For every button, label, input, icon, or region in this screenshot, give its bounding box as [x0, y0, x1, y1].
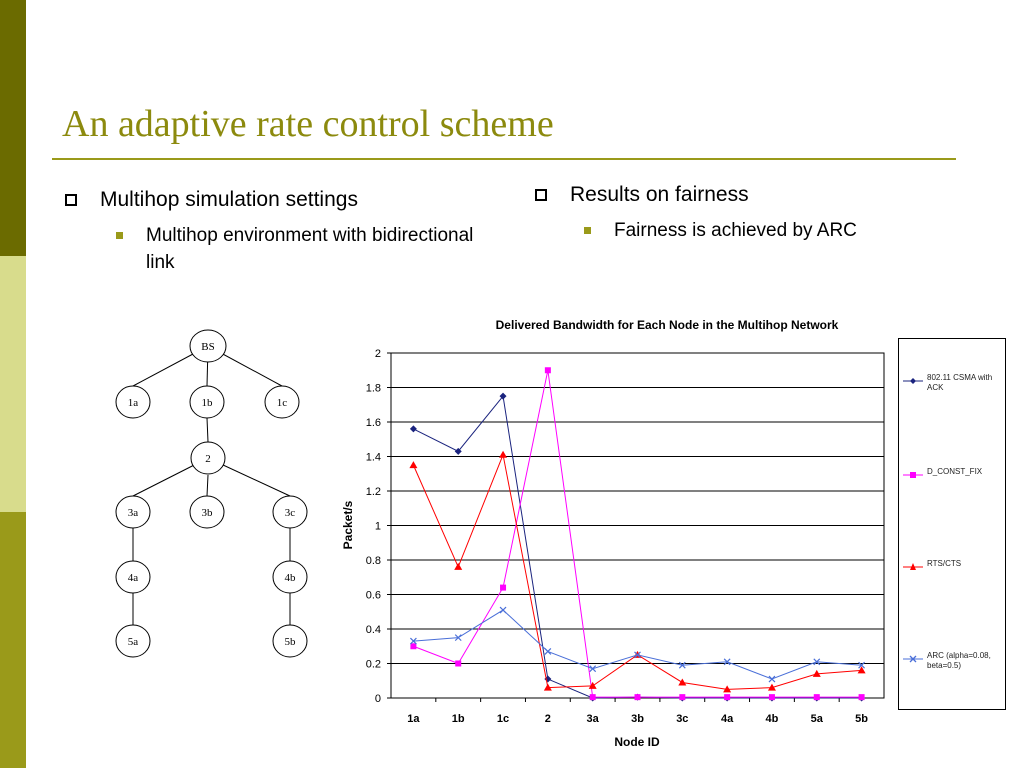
x-tick-label: 4b [765, 713, 779, 725]
bandwidth-line-chart [330, 308, 890, 758]
legend-label: 802.11 CSMA with ACK [927, 373, 993, 392]
y-tick-label: 0.2 [365, 658, 381, 671]
filled-square-bullet-icon [584, 227, 591, 234]
sidebar-decoration [0, 0, 26, 768]
legend-label: ARC (alpha=0.08, beta=0.5) [927, 651, 991, 670]
data-point [814, 694, 820, 700]
tree-node-label: 2 [205, 453, 211, 465]
left-bullet [100, 188, 358, 212]
tree-node-label: 5a [127, 636, 139, 648]
x-tick-label: 5b [855, 713, 869, 725]
right-sub-bullet [614, 217, 954, 244]
tree-node-label: 5b [284, 636, 296, 648]
y-axis-label: Packet/s [341, 500, 355, 550]
tree-node-label: 1a [127, 397, 139, 409]
x-tick-label: 1a [407, 713, 420, 725]
y-tick-label: 1 [374, 520, 381, 533]
x-tick-label: 1c [496, 713, 510, 725]
tree-node-label: 3a [127, 507, 139, 519]
data-point [410, 643, 416, 649]
y-tick-label: 1.8 [365, 382, 381, 395]
title-divider [52, 158, 956, 160]
data-point [724, 694, 730, 700]
x-axis-label: Node ID [614, 735, 660, 749]
x-tick-label: 1b [451, 713, 465, 725]
legend-x-marker-icon [903, 655, 923, 663]
data-point [590, 694, 596, 700]
tree-node-label: 3c [284, 507, 296, 519]
right-bullet [570, 183, 749, 207]
y-tick-label: 1.2 [365, 486, 381, 498]
legend-diamond-marker-icon [903, 377, 923, 385]
sidebar-band-top [0, 0, 26, 256]
x-tick-label: 4a [721, 713, 734, 725]
x-tick-label: 3a [586, 713, 599, 725]
data-point [545, 367, 551, 373]
tree-node-label: BS [201, 341, 215, 353]
y-tick-label: 2 [374, 348, 381, 360]
data-point [500, 585, 506, 591]
filled-square-bullet-icon [116, 232, 123, 239]
x-tick-label: 2 [544, 713, 551, 725]
tree-node-label: 1b [201, 397, 213, 409]
right-bullet-text: Results on fairness [570, 183, 749, 206]
data-point [455, 661, 461, 667]
data-point [635, 694, 641, 700]
legend-triangle-marker-icon [903, 563, 923, 571]
legend-label: D_CONST_FIX [927, 467, 983, 476]
legend-label: RTS/CTS [927, 559, 962, 568]
tree-node-label: 4b [284, 572, 296, 584]
y-tick-label: 1.6 [365, 417, 381, 429]
y-tick-label: 0.4 [365, 624, 381, 636]
legend-square-marker-icon [903, 471, 923, 479]
left-sub-bullet-text: Multihop environment with bidirectional link [146, 225, 474, 273]
y-tick-label: 0.8 [365, 555, 381, 567]
x-tick-label: 5a [810, 713, 823, 725]
right-sub-bullet-text: Fairness is achieved by ARC [614, 220, 857, 241]
sidebar-band-middle [0, 256, 26, 512]
chart-legend [898, 338, 1006, 710]
hollow-square-bullet-icon [65, 194, 77, 206]
tree-node-label: 1c [276, 397, 288, 409]
x-tick-label: 3c [676, 713, 689, 725]
y-tick-label: 0.6 [365, 589, 381, 602]
slide-title: An adaptive rate control scheme [62, 103, 554, 145]
hollow-square-bullet-icon [535, 189, 547, 201]
data-point [679, 694, 685, 700]
tree-node-label: 4a [127, 572, 139, 584]
y-tick-label: 0 [374, 693, 381, 705]
tree-node-label: 3b [201, 507, 213, 519]
y-tick-label: 1.4 [365, 451, 381, 464]
left-bullet-text: Multihop simulation settings [100, 188, 358, 211]
left-sub-bullet [146, 222, 476, 276]
network-tree-diagram [100, 318, 330, 668]
data-point [769, 694, 775, 700]
sidebar-band-bottom [0, 512, 26, 768]
data-point [859, 694, 865, 700]
x-tick-label: 3b [631, 713, 644, 725]
chart-title: Delivered Bandwidth for Each Node in the Multihop Network [495, 318, 839, 332]
